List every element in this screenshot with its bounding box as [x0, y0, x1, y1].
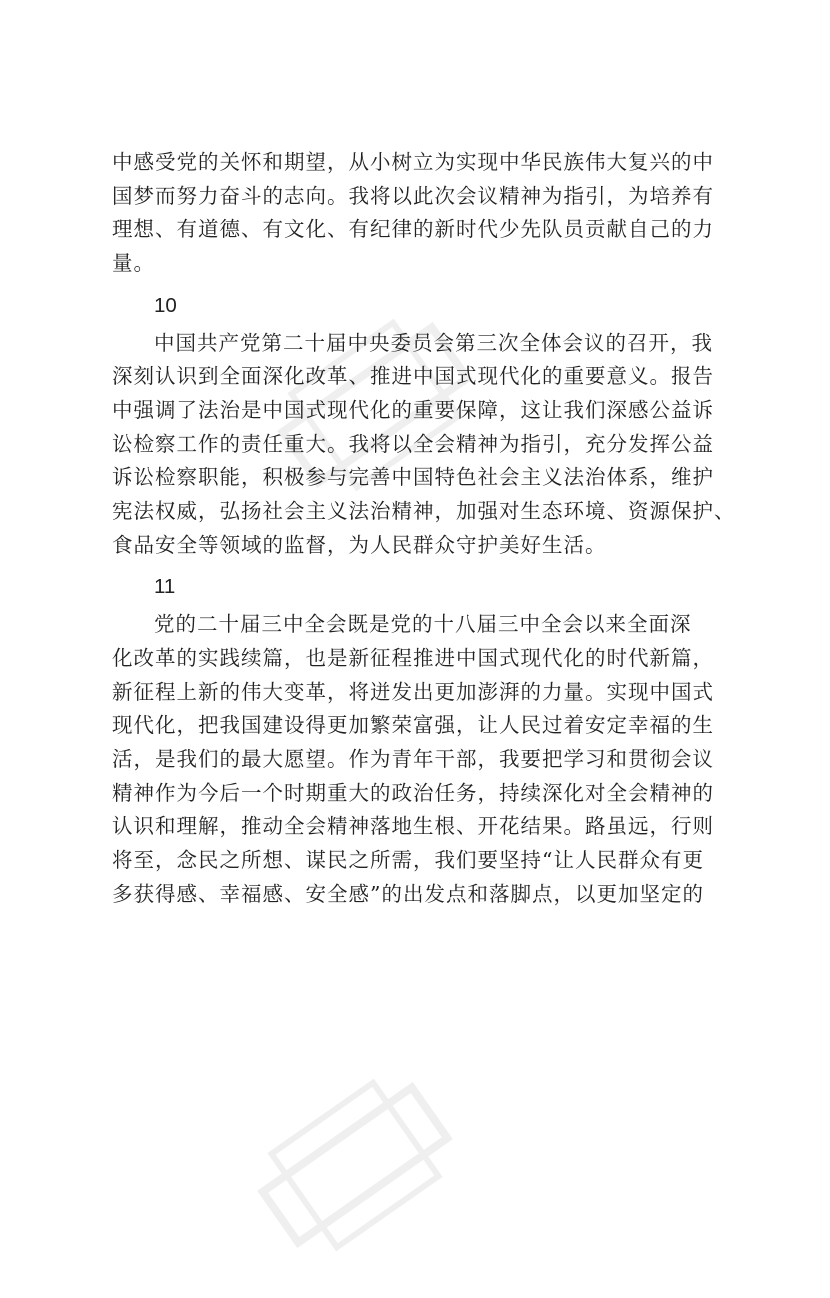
text-line: 宪法权威，弘扬社会主义法治精神，加强对生态环境、资源保护、 [112, 499, 736, 524]
text-line: 食品安全等领域的监督，为人民群众守护美好生活。 [112, 532, 607, 557]
text-line: 量。 [112, 251, 155, 276]
text-line: 将至，念民之所想、谋民之所需，我们要坚持“让人民群众有更 [112, 848, 704, 873]
paragraph-11 [112, 608, 732, 911]
paragraph-10 [112, 327, 736, 563]
text-line: 化改革的实践续篇，也是新征程推进中国式现代化的时代新篇， [112, 645, 714, 670]
text-line: 诉讼检察职能，积极参与完善中国特色社会主义法治体系，维护 [112, 465, 714, 490]
document-body [112, 146, 736, 911]
watermark-frame [257, 1082, 453, 1248]
text-line: 认识和理解，推动全会精神落地生根、开花结果。路虽远，行则 [112, 814, 714, 839]
text-line: 精神作为今后一个时期重大的政治任务，持续深化对全会精神的 [112, 780, 714, 805]
text-line [112, 327, 732, 361]
text-line: 理想、有道德、有文化、有纪律的新时代少先队员贡献自己的力 [112, 217, 714, 242]
text-line [112, 608, 732, 642]
text-line: 深刻认识到全面深化改革、推进中国式现代化的重要意义。报告 [112, 364, 714, 389]
text-line-content: 中国共产党第二十届中央委员会第三次全体会议的召开，我 [154, 330, 713, 355]
watermark-frame [267, 1079, 442, 1252]
paragraph-continued [112, 146, 732, 281]
text-line: 讼检察工作的责任重大。我将以全会精神为指引，充分发挥公益 [112, 431, 714, 456]
text-line: 多获得感、幸福感、安全感”的出发点和落脚点，以更加坚定的 [112, 881, 704, 906]
text-line: 中强调了法治是中国式现代化的重要保障，这让我们深感公益诉 [112, 397, 714, 422]
text-line: 新征程上新的伟大变革，将迸发出更加澎湃的力量。实现中国式 [112, 679, 714, 704]
text-line: 中感受党的关怀和期望，从小树立为实现中华民族伟大复兴的中 [112, 150, 714, 174]
text-line: 活，是我们的最大愿望。作为青年干部，我要把学习和贯彻会议 [112, 746, 714, 771]
text-line: 现代化，把我国建设得更加繁荣富强，让人民过着安定幸福的生 [112, 713, 714, 738]
text-line-content: 党的二十届三中全会既是党的十八届三中全会以来全面深 [154, 612, 692, 637]
watermark-stamp [210, 1032, 501, 1298]
section-number: 11 [154, 575, 176, 599]
text-line: 国梦而努力奋斗的志向。我将以此次会议精神为指引，为培养有 [112, 183, 714, 208]
section-number: 10 [154, 293, 177, 317]
